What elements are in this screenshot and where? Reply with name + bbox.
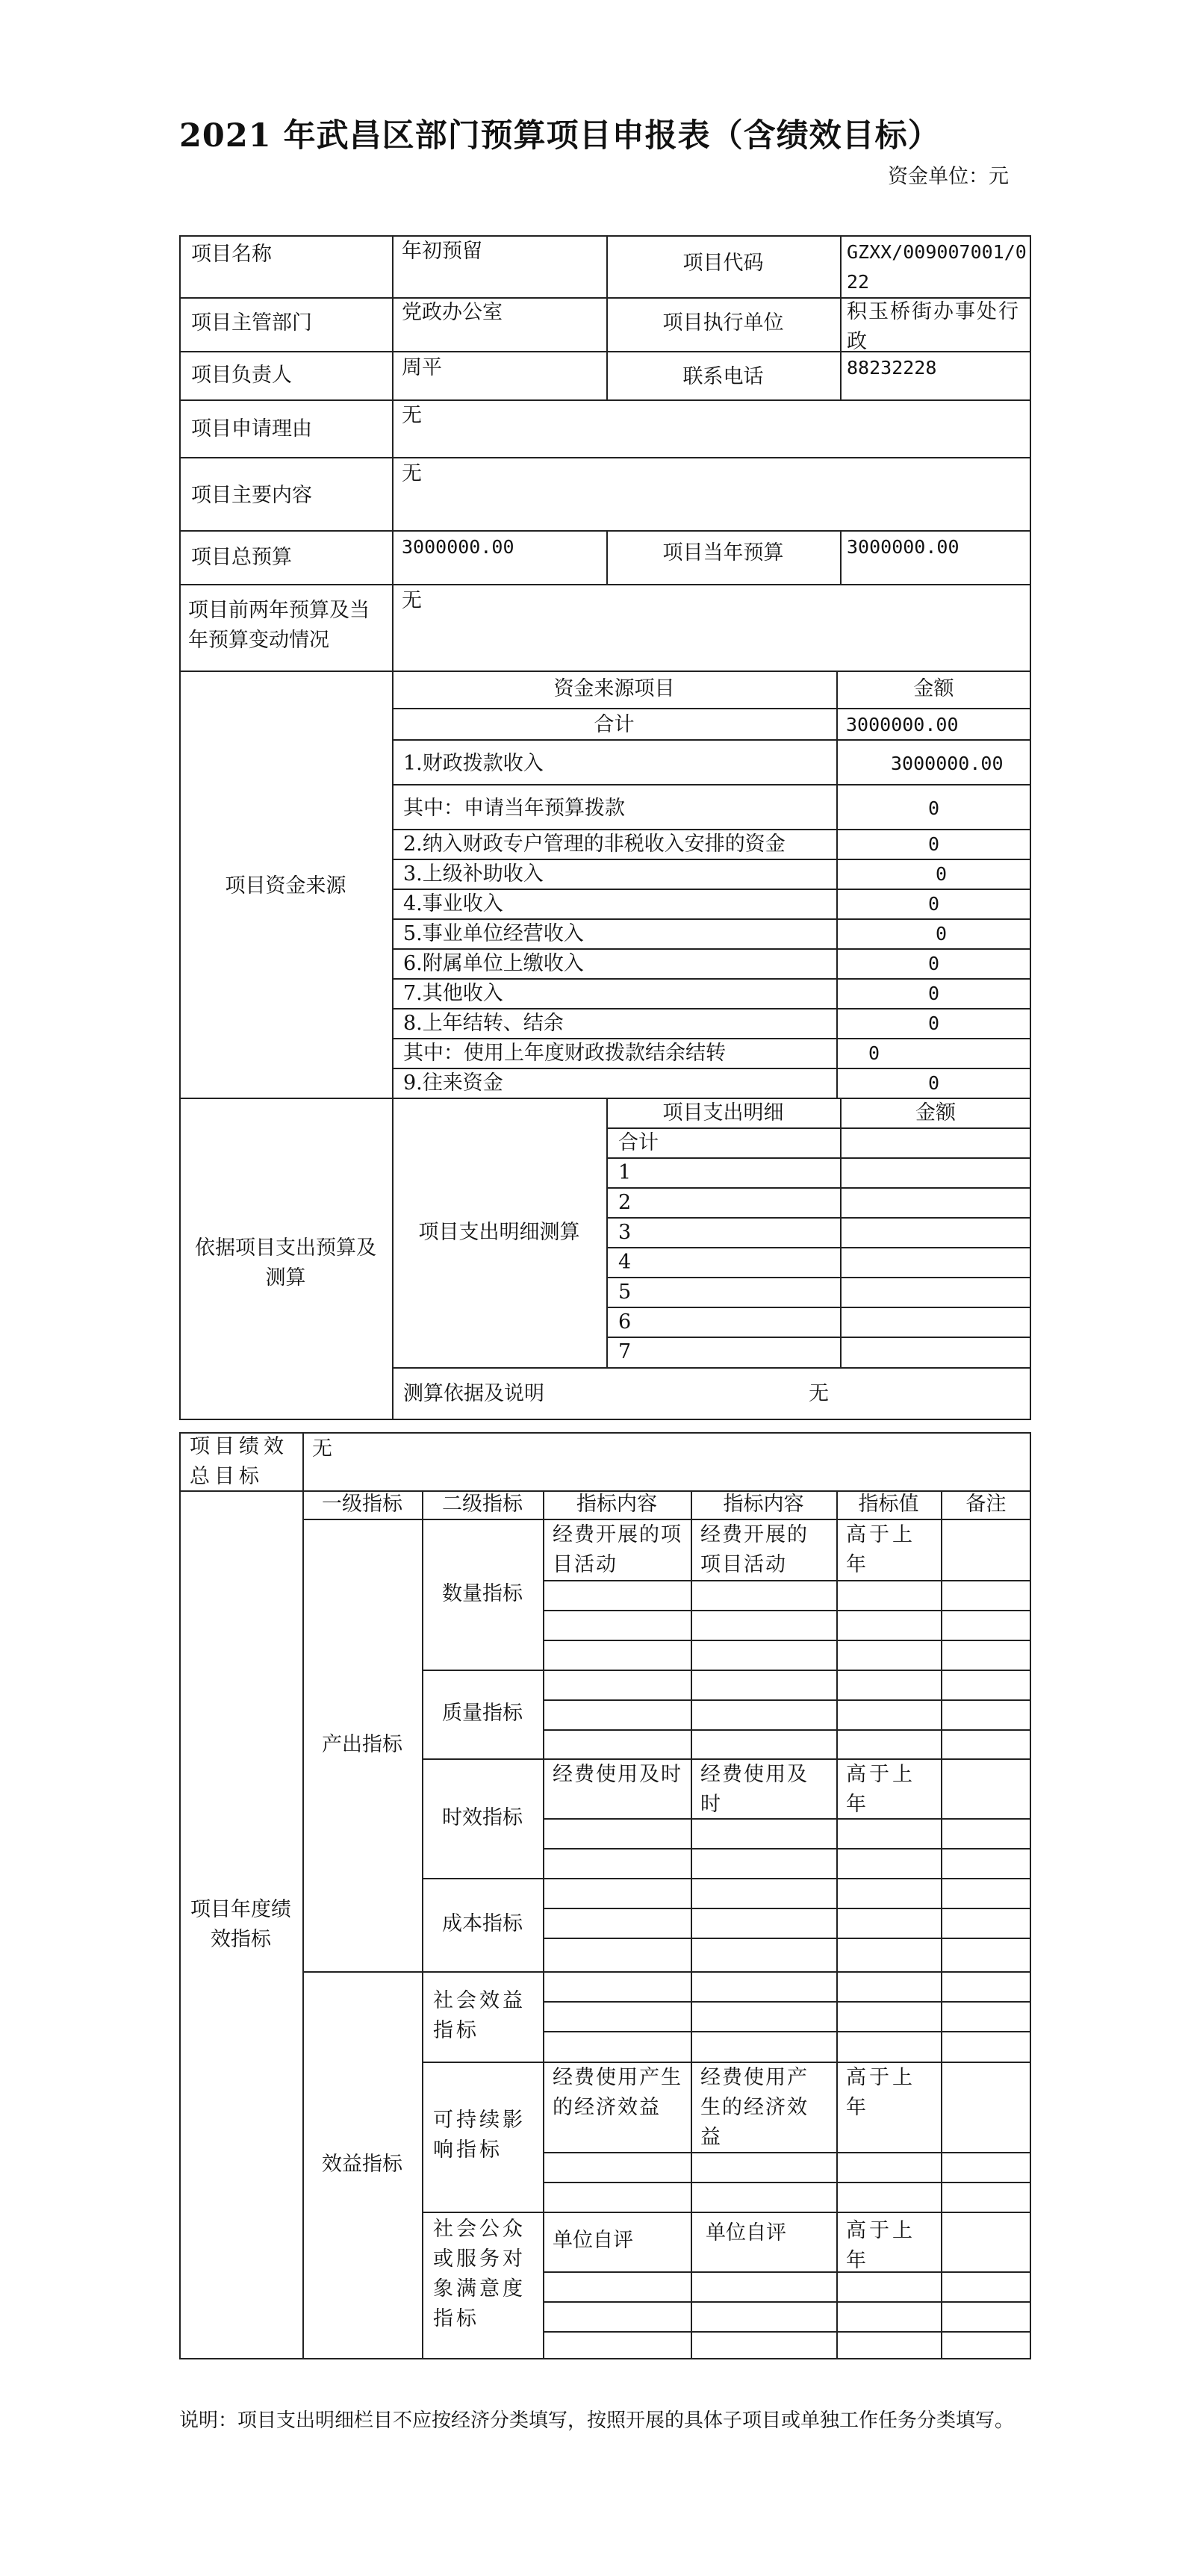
sustain-value: 高于上年 — [846, 2066, 915, 2119]
funding-row-item: 合计 — [594, 713, 635, 736]
funding-row-item: 6.附属单位上缴收入 — [403, 952, 584, 975]
project-code-value: GZXX/009007001/022 — [847, 241, 1027, 293]
expense-row: 3 — [618, 1221, 632, 1244]
satisfaction-content-1: 单位自评 — [553, 2229, 633, 2252]
funding-row-item: 其中：使用上年度财政拨款结余结转 — [403, 1042, 726, 1065]
funding-row-amount: 0 — [928, 953, 940, 974]
funding-row-amount: 0 — [868, 1042, 880, 1064]
perf-header: 指标值 — [858, 1493, 919, 1516]
project-code-label: 项目代码 — [682, 252, 764, 275]
funding-row-item: 5.事业单位经营收入 — [403, 922, 584, 945]
social-indicator-label: 社会效益指标 — [433, 1989, 526, 2042]
phone-label: 联系电话 — [682, 365, 764, 388]
funding-row-amount: 0 — [928, 1072, 940, 1094]
total-budget-value: 3000000.00 — [402, 536, 514, 558]
benefit-indicator-label: 效益指标 — [322, 2153, 402, 2176]
quality-indicator-label: 质量指标 — [442, 1702, 523, 1725]
content-value: 无 — [402, 462, 422, 485]
basis-value: 无 — [809, 1382, 829, 1405]
perf-header: 指标内容 — [576, 1493, 657, 1516]
expense-row: 1 — [618, 1161, 632, 1184]
funding-header-amount: 金额 — [913, 677, 954, 700]
funding-row-item: 4.事业收入 — [403, 892, 503, 915]
satisfaction-indicator-label: 社会公众或服务对象满意度指标 — [433, 2218, 526, 2330]
funding-row-item: 7.其他收入 — [403, 982, 503, 1005]
prev-budget-label: 项目前两年预算及当年预算变动情况 — [188, 599, 370, 652]
expense-label: 依据项目支出预算及测算 — [195, 1236, 376, 1289]
perf-annual-label: 项目年度绩效指标 — [190, 1898, 291, 1951]
reason-label: 项目申请理由 — [191, 417, 312, 441]
quantity-indicator-label: 数量指标 — [442, 1582, 523, 1605]
quantity-content-2: 经费开展的项目活动 — [700, 1523, 809, 1576]
funding-row-item: 其中：申请当年预算拨款 — [403, 797, 625, 820]
funding-row-item: 3.上级补助收入 — [403, 862, 544, 886]
expense-row: 2 — [618, 1191, 632, 1214]
funding-row-amount: 3000000.00 — [891, 753, 1004, 774]
year-budget-label: 项目当年预算 — [662, 541, 784, 564]
expense-header-amount: 金额 — [915, 1101, 956, 1124]
exec-unit-value: 积玉桥街办事处行政 — [847, 300, 1020, 353]
perf-total-value: 无 — [312, 1437, 332, 1460]
funding-row-amount: 3000000.00 — [846, 714, 959, 735]
funding-row-item: 1.财政拨款收入 — [403, 752, 544, 775]
reason-value: 无 — [402, 404, 422, 427]
satisfaction-value: 高于上年 — [846, 2219, 915, 2272]
funding-row-amount: 0 — [928, 1012, 940, 1034]
owner-value: 周平 — [402, 356, 442, 379]
expense-row: 5 — [618, 1281, 632, 1304]
cost-indicator-label: 成本指标 — [442, 1912, 523, 1935]
expense-header-item: 项目支出明细 — [662, 1101, 784, 1124]
funding-header-item: 资金来源项目 — [553, 677, 675, 700]
project-name-label: 项目名称 — [191, 243, 272, 266]
perf-header: 一级指标 — [322, 1493, 402, 1516]
timeliness-indicator-label: 时效指标 — [442, 1806, 523, 1829]
funding-row-amount: 0 — [928, 893, 940, 915]
perf-header: 二级指标 — [442, 1493, 523, 1516]
content-label: 项目主要内容 — [191, 484, 312, 507]
perf-header: 备注 — [965, 1493, 1007, 1516]
sustain-content-1: 经费使用产生的经济效益 — [553, 2066, 682, 2119]
quantity-value: 高于上年 — [846, 1523, 915, 1576]
dept-label: 项目主管部门 — [191, 311, 312, 335]
expense-detail-label: 项目支出明细测算 — [418, 1221, 580, 1244]
quantity-content-1: 经费开展的项目活动 — [553, 1523, 682, 1576]
funding-row-item: 2.纳入财政专户管理的非税收入安排的资金 — [403, 833, 786, 856]
expense-row: 4 — [618, 1251, 632, 1274]
expense-row: 7 — [618, 1340, 632, 1363]
owner-label: 项目负责人 — [191, 364, 292, 387]
satisfaction-content-2: 单位自评 — [706, 2221, 786, 2244]
funding-row-item: 8.上年结转、结余 — [403, 1012, 564, 1035]
dept-value: 党政办公室 — [402, 301, 503, 324]
sustain-content-2: 经费使用产生的经济效益 — [700, 2066, 809, 2149]
timeliness-value: 高于上年 — [846, 1763, 915, 1816]
footnote: 说明：项目支出明细栏目不应按经济分类填写，按照开展的具体子项目或单独工作任务分类填写。 — [179, 2409, 1015, 2432]
phone-value: 88232228 — [847, 357, 937, 379]
project-name-value: 年初预留 — [402, 240, 482, 263]
funding-row-amount: 0 — [928, 797, 940, 819]
currency-unit: 资金单位：元 — [888, 165, 1009, 188]
page-title: 2021 年武昌区部门预算项目申报表（含绩效目标） — [179, 117, 941, 155]
sustain-indicator-label: 可持续影响指标 — [433, 2109, 526, 2162]
expense-row: 合计 — [618, 1131, 659, 1154]
funding-row-item: 9.往来资金 — [403, 1071, 503, 1095]
funding-row-amount: 0 — [936, 863, 948, 885]
prev-budget-value: 无 — [402, 589, 422, 612]
funding-row-amount: 0 — [928, 833, 940, 855]
total-budget-label: 项目总预算 — [191, 546, 292, 569]
exec-unit-label: 项目执行单位 — [662, 311, 784, 335]
timeliness-content-1: 经费使用及时 — [553, 1763, 682, 1786]
year-budget-value: 3000000.00 — [847, 536, 959, 558]
output-indicator-label: 产出指标 — [322, 1733, 402, 1756]
basis-label: 测算依据及说明 — [403, 1382, 544, 1405]
timeliness-content-2: 经费使用及时 — [700, 1763, 809, 1816]
funding-label: 项目资金来源 — [225, 874, 346, 897]
perf-header: 指标内容 — [723, 1493, 804, 1516]
perf-total-label: 项目绩效总目标 — [190, 1435, 288, 1488]
funding-row-amount: 0 — [936, 923, 948, 945]
expense-row: 6 — [618, 1310, 632, 1334]
funding-row-amount: 0 — [928, 983, 940, 1004]
